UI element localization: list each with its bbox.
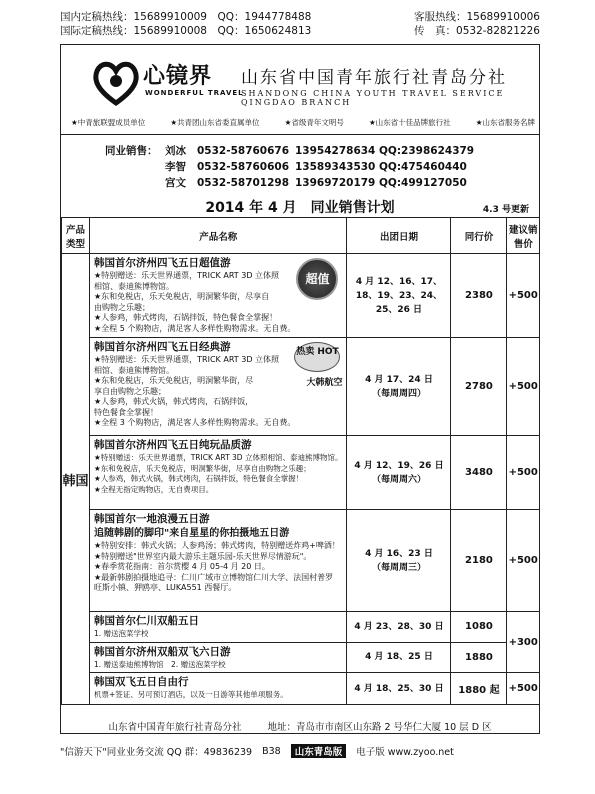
departure-date: 4 月 12、16、17、18、19、23、24、25、26 日 [347, 254, 451, 338]
contact-name: 刘冰 [165, 145, 186, 157]
page-number: B38 [262, 745, 281, 757]
departure-date: 4 月 16、23 日 [365, 548, 433, 559]
product-cell [90, 612, 347, 643]
departure-date-cell [347, 510, 451, 612]
product-detail: ★东和免税店，乐天免税店，明洞繁华街，尽享自由购物之乐趣； [94, 463, 311, 473]
trade-price: 3480 [451, 436, 507, 510]
update-note: 4.3 号更新 [482, 205, 529, 215]
product-name: 韩国首尔仁川双船五日 [94, 615, 199, 627]
departure-weekday: （每周周四） [371, 388, 426, 399]
contact-mobile: 13589343530 [295, 161, 376, 173]
product-detail: ★最新韩剧拍摄地追寻：仁川广域市立博物馆仁川大学、法国村普罗 [94, 572, 334, 582]
trade-price: 2180 [451, 510, 507, 612]
departure-date-cell [347, 436, 451, 510]
contact-tel: 0532-58760606 [197, 161, 290, 173]
product-cell [90, 254, 347, 338]
product-table [61, 217, 540, 705]
trade-price: 1880 起 [451, 673, 507, 705]
departure-weekday: （每周周三） [371, 562, 426, 573]
suggested-price: +500 [507, 510, 540, 612]
contact-mobile: 13969720179 [295, 177, 376, 189]
product-detail: 特色餐食全掌握！ [94, 407, 158, 417]
table-row [62, 254, 540, 338]
contact-row [61, 143, 539, 159]
category-cell: 韩国 [62, 254, 90, 705]
korean-air-logo: 大韩航空 [306, 378, 343, 388]
flyer-frame [60, 44, 540, 734]
contact-name: 李智 [165, 161, 186, 173]
product-cell [90, 436, 347, 510]
table-header-row [62, 218, 540, 254]
badge: ★共青团山东省委直属单位 [170, 118, 260, 127]
logo-text: 心镜界 [143, 64, 213, 89]
trade-price: 2380 [451, 254, 507, 338]
qq-group: "信游天下"同业业务交流 QQ 群：49836239 [60, 747, 253, 758]
product-name: 韩国首尔济州四飞五日经典游 [94, 341, 231, 353]
footer-addr: 地址：青岛市市南区山东路 2 号华仁大厦 10 层 D 区 [267, 722, 492, 733]
table-row [62, 436, 540, 510]
product-detail: ★春季赏花指南：首尔赏樱 4 月 05-4 月 20 日。 [94, 562, 270, 571]
product-detail: 机票+签证、另可预订酒店，以及一日游等其他单项服务。 [94, 690, 288, 699]
product-name: 韩国首尔济州四飞五日纯玩品质游 [94, 439, 252, 451]
contact-qq: QQ:475460440 [379, 161, 467, 173]
badge: ★山东省十佳品牌旅行社 [368, 118, 451, 127]
trade-price: 1080 [451, 612, 507, 643]
product-detail: ★全程无指定购物店，无自费项目。 [94, 484, 214, 494]
product-name: 韩国首尔一地浪漫五日游 [94, 513, 210, 525]
product-detail: ★东和免税店，乐天免税店，明洞繁华街，尽 [94, 376, 254, 385]
contact-tel: 0532-58701298 [197, 177, 290, 189]
departure-date: 4 月 18、25 日 [347, 642, 451, 673]
product-detail: 1. 赠送泰迪熊博物馆 2. 赠送泡菜学校 [94, 659, 226, 669]
hot-badge-icon: 热卖 HOT [294, 342, 340, 372]
column-header: 出团日期 [347, 218, 451, 254]
product-cell [90, 338, 347, 436]
product-detail: 享自由购物之乐趣； [94, 386, 166, 396]
badge: ★中青旅联盟成员单位 [71, 118, 146, 127]
badge: ★省级青年文明号 [284, 118, 344, 127]
badge: ★山东省服务名牌 [475, 118, 535, 127]
departure-date: 4 月 18、25、30 日 [347, 673, 451, 705]
product-detail: ★人参鸡，韩式烤肉，石锅拌饭，特色餐食全掌握！ [94, 313, 278, 322]
plan-title: 2014 年 4 月 同业销售计划 [205, 200, 395, 216]
product-cell [90, 673, 347, 705]
value-badge-icon: 超值 [296, 258, 338, 300]
table-row [62, 338, 540, 436]
contacts-label: 同业销售： [105, 145, 158, 157]
contact-qq: QQ:2398624379 [379, 145, 475, 157]
org-name: 山东省中国青年旅行社青岛分社 [241, 68, 507, 88]
column-header: 产品名称 [90, 218, 347, 254]
column-header: 建议销售价 [507, 218, 540, 254]
logo-english: WONDERFUL TRAVEL [145, 89, 244, 97]
bottom-bar [60, 744, 540, 758]
honor-badges [71, 117, 541, 128]
footer-org: 山东省中国青年旅行社青岛分社 [108, 722, 242, 733]
product-detail: 相馆、泰迪熊博物馆。 [94, 281, 174, 291]
contact-qq: QQ:499127050 [379, 177, 467, 189]
departure-date: 4 月 23、28、30 日 [347, 612, 451, 643]
suggested-price: +500 [507, 338, 540, 436]
product-cell [90, 642, 347, 673]
contact-mobile: 13954278634 [295, 145, 376, 157]
heart-logo-icon [91, 59, 141, 107]
product-detail: 由购物之乐趣； [94, 302, 150, 312]
trade-price: 1880 [451, 642, 507, 673]
suggested-price: +500 [507, 673, 540, 705]
fax: 传 真：0532-82821226 [414, 25, 540, 37]
paper-edition: 山东青岛版 [291, 744, 347, 758]
product-detail: ★东和免税店，乐天免税店，明洞繁华街，尽享自 [94, 292, 270, 301]
table-row [62, 673, 540, 705]
product-detail: ★特别赠送：乐天世界通票，TRICK ART 3D 立体照相馆、泰迪熊博物馆。 [94, 453, 343, 462]
product-cell [90, 510, 347, 612]
table-row [62, 612, 540, 643]
domestic-hotline: 国内定稿热线：15689910009 QQ：1944778488 [60, 11, 312, 23]
product-detail: ★人参鸡，韩式火锅，韩式烤肉，石锅拌饭， [94, 397, 254, 406]
contact-row [61, 175, 539, 191]
trade-price: 2780 [451, 338, 507, 436]
suggested-price: +300 [507, 612, 540, 673]
contact-name: 宫文 [165, 177, 186, 189]
product-detail: ★人参鸡，韩式火锅，韩式烤肉，石锅拌饭，特色餐食全掌握！ [94, 474, 304, 483]
departure-weekday: （每周周六） [371, 474, 426, 485]
product-detail: 相馆、泰迪熊博物馆。 [94, 365, 174, 375]
product-name: 韩国首尔济州四飞五日超值游 [94, 257, 231, 269]
table-row [62, 510, 540, 612]
product-detail: ★全程 3 个购物店，满足客人多样性购物需求。无自费。 [94, 418, 296, 427]
product-name: 韩国首尔济州双船双飞六日游 [94, 645, 231, 658]
departure-date: 4 月 17、24 日 [365, 374, 433, 385]
service-hotline: 客服热线：15689910006 [414, 11, 540, 23]
sales-contacts [61, 143, 539, 191]
contact-tel: 0532-58760676 [197, 145, 290, 157]
suggested-price: +500 [507, 254, 540, 338]
top-hotline-bar [60, 10, 540, 38]
product-detail: 旺斯小镇、狎鸥亭、LUKA551 西餐厅。 [94, 583, 237, 592]
column-header: 同行价 [451, 218, 507, 254]
footer-address [61, 719, 539, 733]
product-name: 韩国双飞五日自由行 [94, 676, 189, 688]
departure-date-cell [347, 338, 451, 436]
departure-date: 4 月 12、19、26 日 [354, 460, 444, 471]
table-row [62, 642, 540, 673]
header [61, 45, 539, 135]
product-subtitle: 追随韩剧的脚印"来自星星的你拍摄地五日游 [94, 528, 290, 539]
product-detail: 1. 赠送泡菜学校 [94, 629, 149, 638]
product-detail: ★特别赠送"世界室内最大游乐主题乐园-乐天世界尽情游玩"。 [94, 551, 312, 561]
product-detail: ★特别安排：韩式火锅；人参鸡汤；韩式烤肉，特别赠送炸鸡+啤酒！ [94, 541, 340, 550]
suggested-price: +500 [507, 436, 540, 510]
org-name-english: SHANDONG CHINA YOUTH TRAVEL SERVICE QINGDAO BRANCH [241, 89, 505, 107]
contact-row [61, 159, 539, 175]
product-detail: ★特别赠送：乐天世界通票，TRICK ART 3D 立体照 [94, 271, 280, 280]
website-link[interactable]: 电子版 www.zyoo.net [356, 747, 454, 758]
international-hotline: 国际定稿热线：15689910008 QQ：1650624813 [60, 25, 312, 37]
product-detail: ★全程 5 个购物店，满足客人多样性购物需求。无自费。 [94, 323, 296, 333]
product-detail: ★特别赠送：乐天世界通票，TRICK ART 3D 立体照 [94, 355, 280, 364]
column-header: 产品类型 [62, 218, 90, 254]
